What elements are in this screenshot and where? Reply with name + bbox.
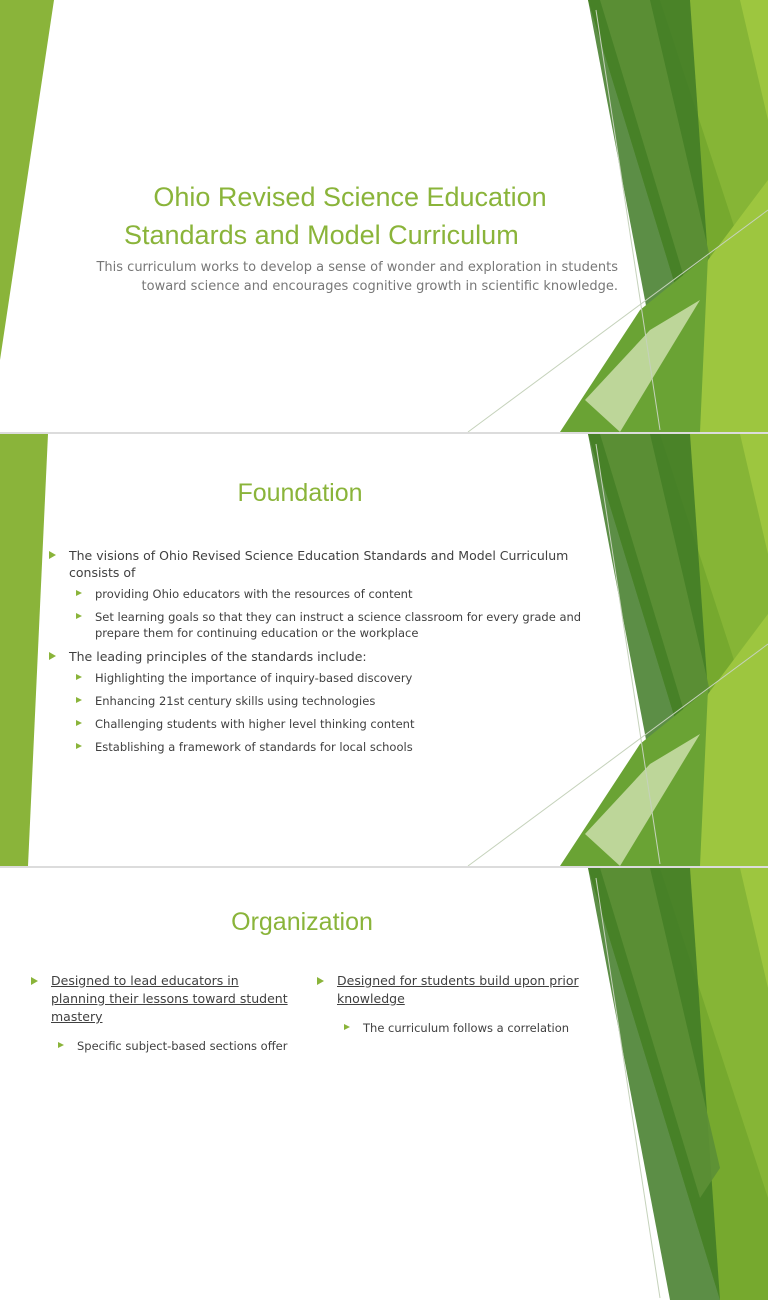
bullet-arrow-icon	[317, 977, 324, 985]
list-item: Highlighting the importance of inquiry-based discovery	[48, 670, 588, 686]
bullet-arrow-icon	[344, 1024, 350, 1030]
right-column	[316, 972, 590, 1036]
list-item: Challenging students with higher level thinking content	[48, 716, 588, 732]
slide-title: Foundation	[237, 479, 363, 507]
slide-title	[100, 178, 600, 254]
slide-subtitle	[80, 258, 618, 296]
column-subitem: Specific subject-based sections offer	[30, 1038, 290, 1054]
title-line: Ohio Revised Science Education	[153, 182, 547, 212]
bullet-arrow-icon	[58, 1042, 64, 1048]
slide-title: Organization	[231, 908, 373, 936]
list-item: providing Ohio educators with the resources of content	[48, 586, 588, 602]
list-item: The leading principles of the standards include:	[48, 648, 588, 665]
bullet-arrow-icon	[76, 674, 82, 680]
subtitle-line: This curriculum works to develop a sense of wonder and exploration in students	[96, 260, 618, 275]
foundation-slide	[0, 434, 768, 866]
list-item: Enhancing 21st century skills using technologies	[48, 693, 588, 709]
bullet-list	[48, 547, 588, 762]
column-subitem: The curriculum follows a correlation	[316, 1020, 590, 1036]
column-heading: Designed for students build upon prior knowledge	[316, 972, 590, 1008]
title-slide	[0, 0, 768, 432]
list-item: Set learning goals so that they can instruct a science classroom for every grade and prepare them for continuing education or the workplace	[48, 609, 588, 641]
list-item: The visions of Ohio Revised Science Education Standards and Model Curriculum consists of	[48, 547, 588, 581]
bullet-arrow-icon	[76, 613, 82, 619]
bullet-arrow-icon	[76, 697, 82, 703]
organization-slide	[0, 868, 768, 1053]
list-item: Establishing a framework of standards for local schools	[48, 739, 588, 755]
bullet-arrow-icon	[49, 652, 56, 660]
bullet-arrow-icon	[31, 977, 38, 985]
bullet-arrow-icon	[76, 590, 82, 596]
bullet-arrow-icon	[76, 720, 82, 726]
column-heading: Designed to lead educators in planning their lessons toward student mastery	[30, 972, 290, 1026]
bullet-arrow-icon	[76, 743, 82, 749]
left-column	[30, 972, 290, 1054]
title-line: Standards and Model Curriculum	[124, 220, 519, 250]
subtitle-line: toward science and encourages cognitive growth in scientific knowledge.	[141, 279, 618, 294]
bullet-arrow-icon	[49, 551, 56, 559]
